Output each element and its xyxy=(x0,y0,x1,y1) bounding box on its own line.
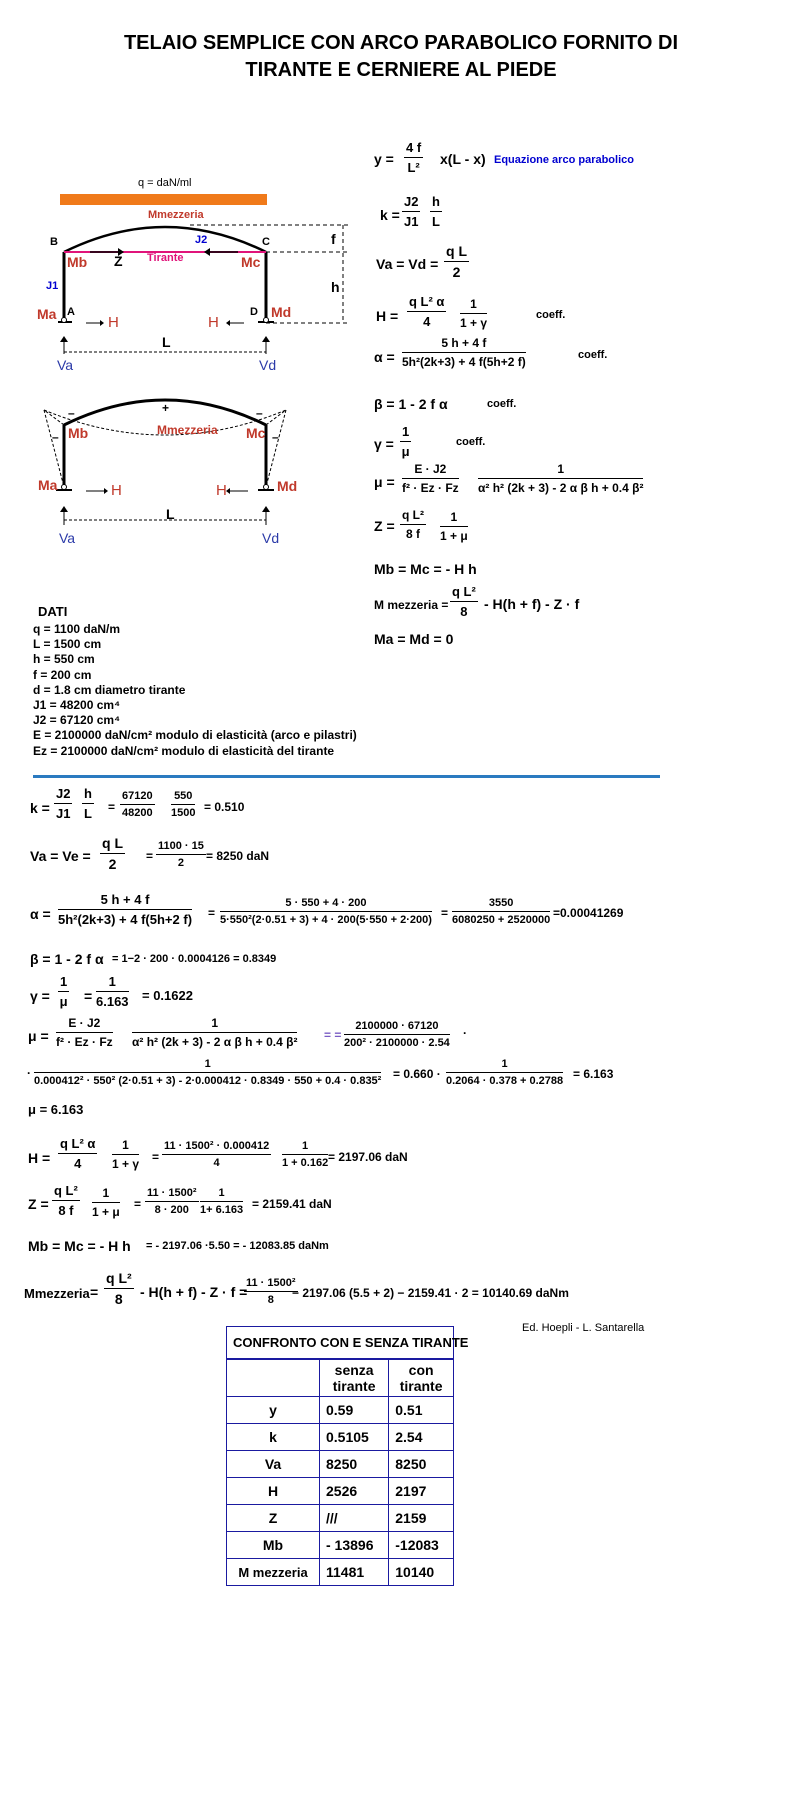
minus-sign-right: – xyxy=(256,406,263,420)
calc-k-vfrac1: $\frac{67120}{48200}$ xyxy=(122,790,153,819)
h-left-label-2: H xyxy=(111,482,122,499)
frame-diagram xyxy=(0,170,380,380)
formula-h-frac2: $\frac{1}{1 + \gamma}$ xyxy=(460,297,488,330)
calc-va-frac: $\frac{\text{q L}}{2}$ xyxy=(102,835,123,872)
calc-k-frac1: $\frac{J2}{J1}$ xyxy=(56,786,71,821)
calc-va-lhs: Va = Ve = xyxy=(30,848,91,864)
dati-line: q = 1100 daN/m xyxy=(33,622,121,636)
calc-z-vfrac1: $\frac{\text{11 · 1500²}}{8 \cdot 200}$ xyxy=(147,1187,197,1216)
formula-z-frac2: $\frac{1}{1 + \mu}$ xyxy=(440,510,468,543)
calc-k-eq: = xyxy=(108,800,116,814)
calc-alpha-eq: = xyxy=(208,906,216,920)
calc-beta: β = 1 - 2 f α xyxy=(30,951,104,967)
calc-alpha-vfrac: $\frac{5 \cdot 550 + 4 \cdot 200}{\text{5·550²(2·0.51 + 3) + 4 · 200(5·550 + 2·200)}}$ xyxy=(220,897,432,926)
parabolic-arch xyxy=(64,227,266,252)
formula-va-frac: $\frac{\text{q L}}{2}$ xyxy=(446,243,467,280)
h-right-label-2: H xyxy=(216,482,227,499)
table-row: M mezzeria 11481 10140 xyxy=(227,1559,453,1586)
calc-mu-lhs: μ = xyxy=(28,1028,49,1044)
node-b-label: B xyxy=(50,236,58,248)
comparison-table xyxy=(226,1326,469,1586)
credit: Ed. Hoepli - L. Santarella xyxy=(522,1322,645,1334)
calc-alpha-eq2: = xyxy=(441,906,449,920)
table-row: H 2526 2197 xyxy=(227,1478,453,1505)
z-label: Z xyxy=(114,253,123,269)
dati-line: L = 1500 cm xyxy=(33,637,102,652)
calc-mu-dot: · xyxy=(463,1026,467,1040)
formula-beta: β = 1 - 2 f α xyxy=(374,396,448,412)
calc-h-eq: = xyxy=(152,1150,160,1164)
calc-va-eq: = xyxy=(146,849,154,863)
distributed-load-bar xyxy=(60,194,267,205)
formula-mm-rest: - H(h + f) - Z · f xyxy=(484,596,580,612)
formula-k-frac2: $\frac{h}{L}$ xyxy=(432,194,440,229)
dati-line: J1 = 48200 cm⁴ xyxy=(33,698,121,713)
page-subtitle: TIRANTE E CERNIERE AL PIEDE xyxy=(245,59,557,81)
moment-diagram xyxy=(0,380,380,540)
minus-sign-col-left: – xyxy=(52,430,59,444)
formula-z-lhs: Z = xyxy=(374,518,395,534)
formula-alpha-lhs: α = xyxy=(374,349,395,365)
formula-h-frac1: $\frac{\text{q L² α}}{4}$ xyxy=(409,294,445,329)
calc-mu-final: μ = 6.163 xyxy=(28,1102,84,1117)
calc-beta-value: = 1−2 · 200 · 0.0004126 = 0.8349 xyxy=(112,953,277,965)
calc-mb-value: = - 2197.06 ·5.50 = - 12083.85 daNm xyxy=(146,1240,329,1252)
l-dim-label: L xyxy=(162,334,171,350)
h-dim-label: h xyxy=(331,279,340,295)
calc-gamma-frac: $\frac{1}{\mu}$ xyxy=(59,974,68,1009)
ma-label: Ma xyxy=(37,306,57,322)
section-divider xyxy=(33,775,660,778)
formula-gamma-frac: $\frac{1}{\mu}$ xyxy=(401,424,410,459)
calc-mm-mid: - H(h + f) - Z · f = xyxy=(140,1284,248,1300)
mc-label-2: Mc xyxy=(246,425,266,441)
mmezzeria-label-2: Mmezzeria xyxy=(157,423,218,437)
node-a-label: A xyxy=(67,306,75,318)
mc-label: Mc xyxy=(241,254,261,270)
table-row: Mb - 13896 -12083 xyxy=(227,1532,453,1559)
formula-alpha-coeff: coeff. xyxy=(578,349,608,361)
calc-z-result: = 2159.41 daN xyxy=(252,1197,332,1211)
table-header-row xyxy=(227,1360,453,1397)
minus-sign-col-right: – xyxy=(272,430,279,444)
table-row: y 0.59 0.51 xyxy=(227,1397,453,1424)
calc-k-frac2: $\frac{h}{L}$ xyxy=(84,786,92,821)
va-label-2: Va xyxy=(59,530,76,546)
calc-mm-result: − 2197.06 (5.5 + 2) − 2159.41 · 2 = 10140.69 daNm xyxy=(292,1286,569,1300)
formula-ma: Ma = Md = 0 xyxy=(374,631,454,647)
calc-mm-frac: $\frac{\text{q L²}}{8}$ xyxy=(106,1270,132,1307)
dati-list xyxy=(33,622,357,759)
mmezzeria-label: Mmezzeria xyxy=(148,209,204,221)
calc-z-eq: = xyxy=(134,1197,142,1211)
dati-line: Ez = 2100000 daN/cm² modulo di elasticità del tirante xyxy=(33,743,335,758)
calc-mu2-mid: = 0.660 · xyxy=(393,1067,441,1081)
calc-k-vfrac2: $\frac{550}{1500}$ xyxy=(171,790,196,819)
formula-mu-lhs: μ = xyxy=(374,474,395,490)
formula-k-frac1: $\frac{J2}{J1}$ xyxy=(404,194,419,229)
table-row: Z /// 2159 xyxy=(227,1505,453,1532)
calc-alpha-frac: $\frac{5 h + 4 f}{\text{5h²(2k+3) + 4 f(5h+2 f)}}$ xyxy=(58,892,193,927)
va-label: Va xyxy=(57,357,74,373)
l-dim-label-2: L xyxy=(166,506,175,522)
dati-line: J2 = 67120 cm⁴ xyxy=(33,713,121,728)
formula-beta-coeff: coeff. xyxy=(487,398,517,410)
calc-mm-lhs: Mmezzeria xyxy=(24,1286,90,1301)
formula-y-note: Equazione arco parabolico xyxy=(494,154,634,166)
calc-alpha-result: =0.00041269 xyxy=(553,906,624,920)
calc-alpha-lhs: α = xyxy=(30,906,51,922)
formula-h-lhs: H = xyxy=(376,308,399,324)
table-grid xyxy=(227,1359,453,1585)
formula-alpha-frac: $\frac{5 h + 4 f}{\text{5h²(2k+3) + 4 f(5h+2 f)}}$ xyxy=(402,336,526,369)
calc-gamma-vfrac: $\frac{1}{6.163}$ xyxy=(96,974,129,1009)
calc-mm-eq: = xyxy=(90,1284,99,1300)
vd-label-2: Vd xyxy=(262,530,280,546)
dati-line: f = 200 cm xyxy=(33,667,92,682)
table-title: CONFRONTO CON E SENZA TIRANTE xyxy=(227,1327,453,1359)
formula-z-frac1: $\frac{\text{q L²}}{8 f}$ xyxy=(402,508,424,541)
calc-k-result: = 0.510 xyxy=(204,800,245,814)
page-title: TELAIO SEMPLICE CON ARCO PARABOLICO FORNITO DI xyxy=(123,32,679,54)
calc-mu2-dot: · xyxy=(27,1066,31,1080)
formula-y-frac: $\frac{4 f}{\text{L²}}$ xyxy=(406,140,422,175)
dati-heading: DATI xyxy=(38,604,68,619)
calc-mu-frac2: $\frac{1}{\text{α² h² (2k + 3) - 2 α β h + 0.4 β²}}$ xyxy=(132,1016,298,1049)
formula-gamma-lhs: γ = xyxy=(374,436,394,452)
formula-y-lhs: y = xyxy=(374,151,394,167)
plus-sign: + xyxy=(162,401,170,415)
calc-h-frac1: $\frac{\text{q L² α}}{4}$ xyxy=(60,1136,96,1171)
calc-mu-vfrac: $\frac{2100000 \cdot 67120}{\text{200² · 2100000 · 2.54}}$ xyxy=(344,1020,450,1049)
calc-mm-vfrac: $\frac{\text{11 · 1500²}}{8}$ xyxy=(246,1277,296,1306)
calc-gamma-eq: = xyxy=(84,988,93,1004)
calc-z-vfrac2: $\frac{1}{1+ 6.163}$ xyxy=(200,1187,244,1216)
vd-label: Vd xyxy=(259,357,277,373)
calc-mu2-frac2: $\frac{1}{0.2064 \cdot 0.378 + 0.2788}$ xyxy=(446,1058,564,1087)
j2-label: J2 xyxy=(195,234,208,246)
mb-label-2: Mb xyxy=(68,425,89,441)
h-right-label: H xyxy=(208,314,219,331)
calc-mb: Mb = Mc = - H h xyxy=(28,1238,131,1254)
calc-z-frac2: $\frac{1}{1 + \mu}$ xyxy=(92,1186,120,1219)
formula-va-lhs: Va = Vd = xyxy=(376,256,439,272)
formula-k-lhs: k = xyxy=(380,207,400,223)
calc-z-frac1: $\frac{\text{q L²}}{8 f}$ xyxy=(54,1183,78,1218)
calc-va-result: = 8250 daN xyxy=(206,849,270,863)
h-left-label: H xyxy=(108,314,119,331)
calc-z-lhs: Z = xyxy=(28,1196,49,1212)
calc-h-lhs: H = xyxy=(28,1150,51,1166)
formula-y-rest: x(L - x) xyxy=(440,151,486,167)
formula-mu-frac1: $\frac{E \cdot J2}{\text{f² · Ez · Fz}}$ xyxy=(402,462,459,495)
calc-h-vfrac1: $\frac{\text{11 · 1500² · 0.000412}}{4}$ xyxy=(164,1140,270,1169)
calc-va-vfrac: $\frac{1100 \cdot 15}{2}$ xyxy=(158,840,204,869)
calc-h-frac2: $\frac{1}{1 + \gamma}$ xyxy=(112,1138,140,1171)
formula-mm-lhs: M mezzeria = xyxy=(374,598,449,612)
calc-mu-eq: = = xyxy=(324,1028,342,1042)
dati-line: h = 550 cm xyxy=(33,652,95,667)
calc-alpha-vfrac2: $\frac{3550}{6080250 + 2520000}$ xyxy=(452,897,551,926)
table-row: Va 8250 8250 xyxy=(227,1451,453,1478)
dati-line: E = 2100000 daN/cm² modulo di elasticità (arco e pilastri) xyxy=(33,728,357,743)
mb-label: Mb xyxy=(67,254,88,270)
ma-label-2: Ma xyxy=(38,477,58,493)
node-c-label: C xyxy=(262,236,270,248)
tirante-label: Tirante xyxy=(147,252,184,264)
formula-gamma-coeff: coeff. xyxy=(456,436,486,448)
formula-mu-frac2: $\frac{1}{\text{α² h² (2k + 3) - 2 α β h + 0.4 β²}}$ xyxy=(478,462,644,495)
table-row: k 0.5105 2.54 xyxy=(227,1424,453,1451)
md-label-2: Md xyxy=(277,478,298,494)
calc-gamma-lhs: γ = xyxy=(30,988,50,1004)
load-label: q = daN/ml xyxy=(138,177,192,189)
col-senza-header: senza tirante xyxy=(320,1360,389,1397)
calc-mu2-result: = 6.163 xyxy=(573,1067,614,1081)
col-con-header: con tirante xyxy=(389,1360,453,1397)
calc-mu-frac1: $\frac{E \cdot J2}{\text{f² · Ez · Fz}}$ xyxy=(56,1016,113,1049)
formula-mm-frac: $\frac{\text{q L²}}{8}$ xyxy=(452,584,476,619)
formula-h-coeff: coeff. xyxy=(536,309,566,321)
calc-gamma-result: = 0.1622 xyxy=(142,988,193,1003)
calc-h-result: = 2197.06 daN xyxy=(328,1150,408,1164)
formula-mb: Mb = Mc = - H h xyxy=(374,561,477,577)
node-d-label: D xyxy=(250,306,258,318)
f-dim-label: f xyxy=(331,231,336,247)
minus-sign-left: – xyxy=(68,406,75,420)
calc-h-vfrac2: $\frac{1}{1 + 0.162}$ xyxy=(282,1140,329,1169)
calc-k-lhs: k = xyxy=(30,800,50,816)
dati-line: d = 1.8 cm diametro tirante xyxy=(33,682,186,697)
j1-label: J1 xyxy=(46,280,59,292)
calc-mu2-frac: 1 0.000412² · 550² (2·0.51 + 3) - 2·0.000412 · 0.8349 · 550 + 0.4 · 0.835² xyxy=(34,1058,382,1087)
md-label: Md xyxy=(271,304,292,320)
